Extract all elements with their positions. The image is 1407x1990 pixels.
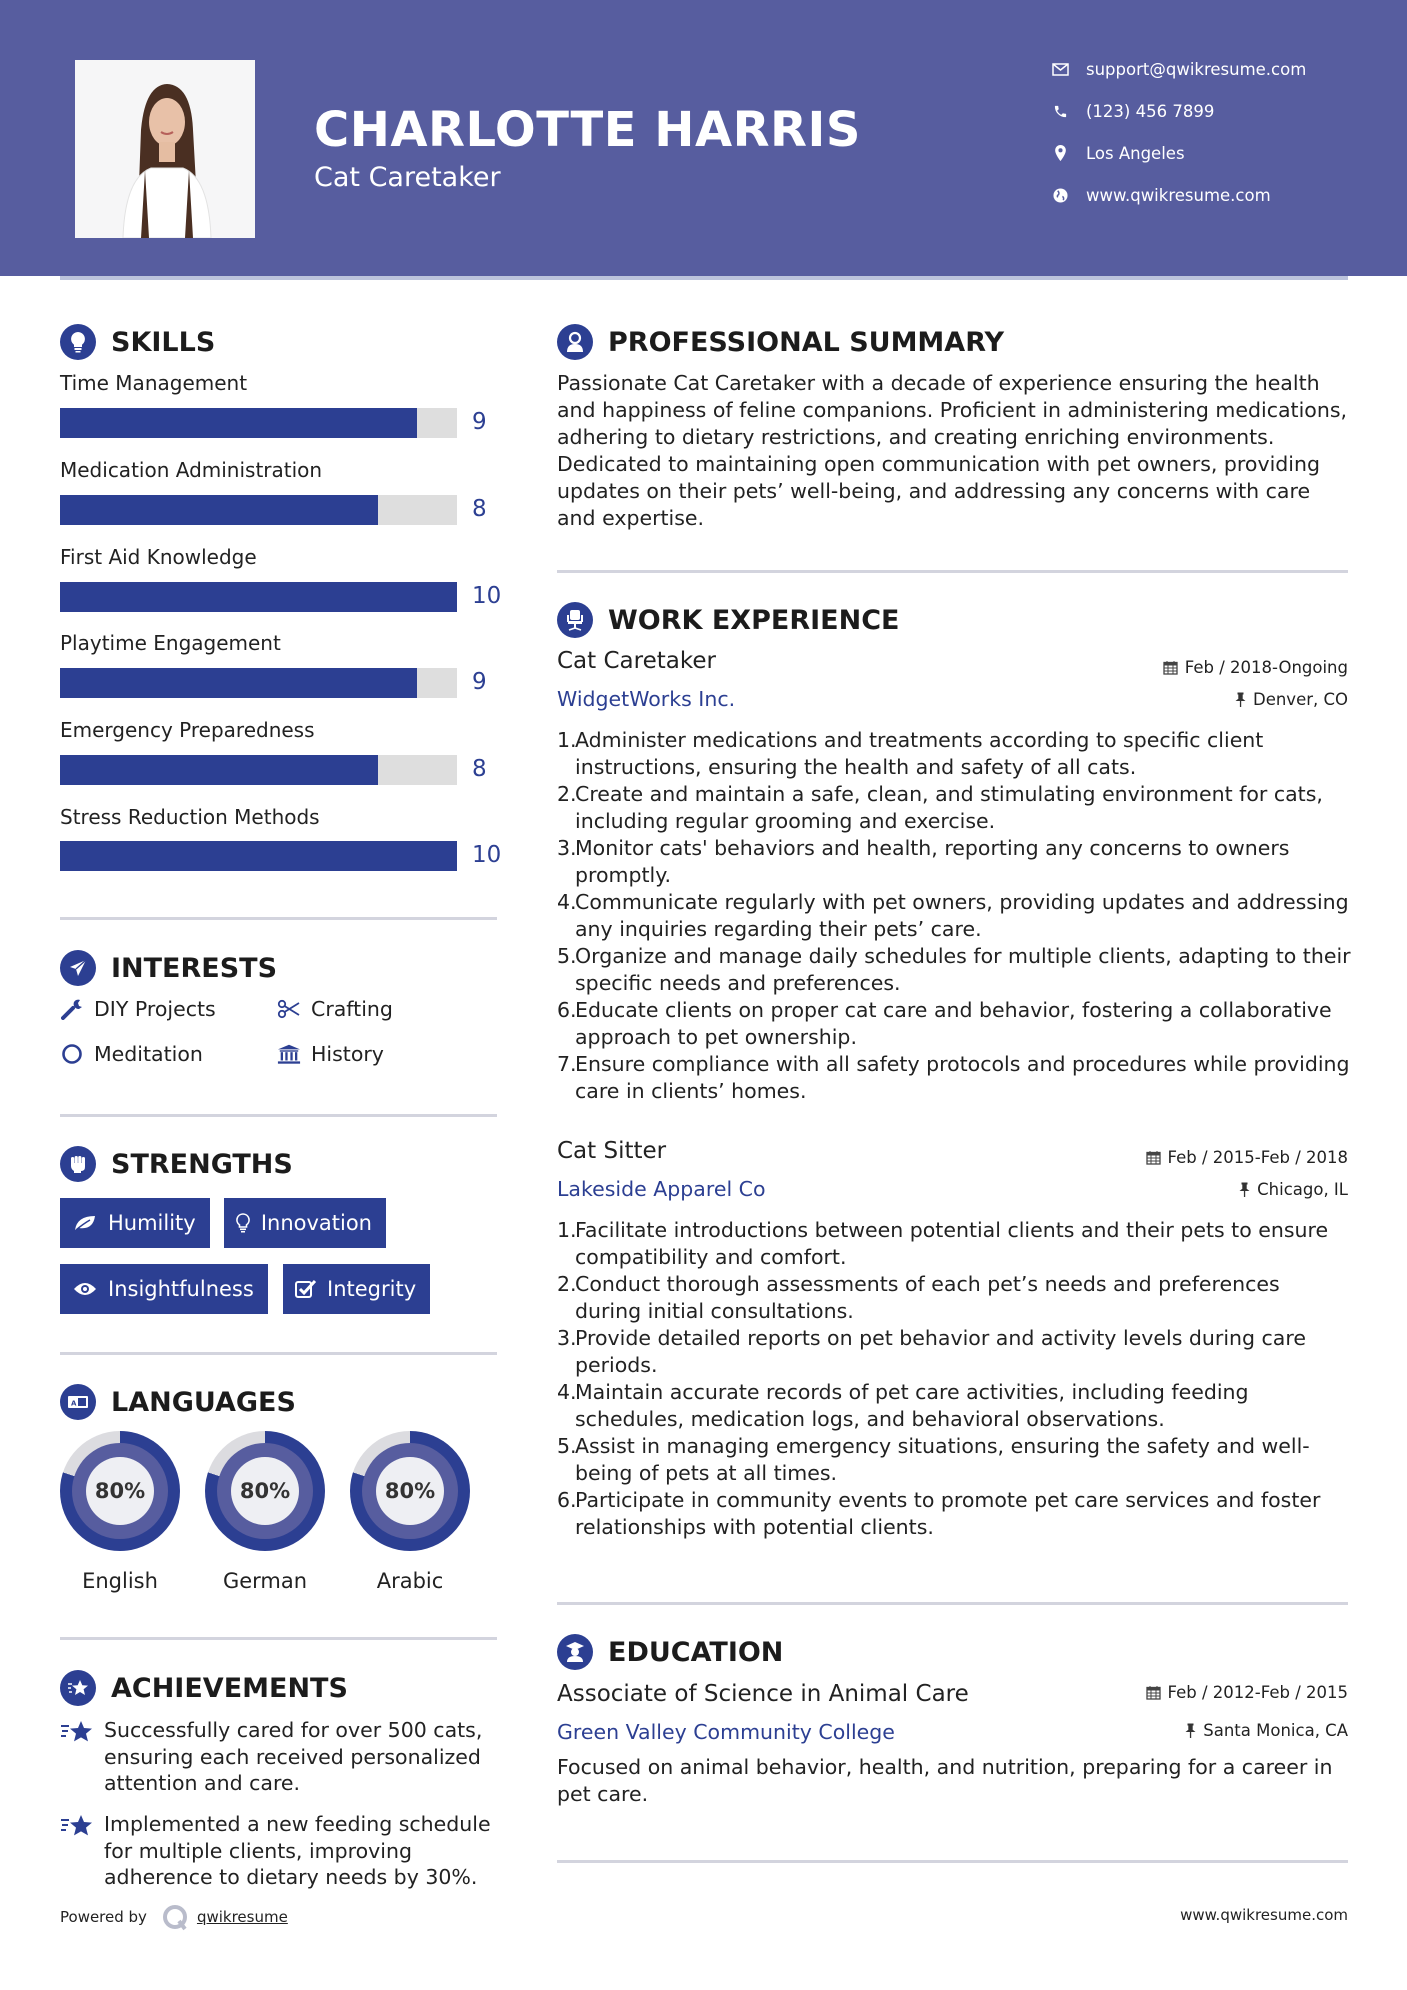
achievements-title: ACHIEVEMENTS — [111, 1672, 348, 1704]
skill-label: Time Management — [60, 371, 248, 395]
language-item — [350, 1431, 470, 1593]
interest-item — [277, 997, 393, 1021]
degree-title: Associate of Science in Animal Care — [557, 1681, 969, 1707]
responsibility-item: 2. Conduct thorough assessments of each pet’s needs and preferences during initial consultations. — [557, 1272, 1280, 1323]
job-dates-text: Feb / 2018-Ongoing — [1184, 658, 1348, 677]
summary-title: PROFESSIONAL SUMMARY — [608, 326, 1005, 358]
skill-bar-fill — [60, 495, 378, 525]
job-dates — [1146, 1148, 1348, 1167]
achievement-text: Successfully cared for over 500 cats, ensuring each received personalized attention and care. — [104, 1718, 483, 1795]
strength-tag — [283, 1264, 430, 1314]
qwikresume-link[interactable]: qwikresume — [196, 1908, 288, 1926]
globe-icon — [1050, 185, 1070, 205]
header-divider — [60, 276, 1348, 280]
language-donut-chart — [350, 1431, 470, 1551]
job-company: WidgetWorks Inc. — [557, 687, 736, 711]
education-description: Focused on animal behavior, health, and nutrition, preparing for a career in pet care. — [557, 1755, 1333, 1806]
lightbulb-icon — [236, 1212, 251, 1234]
languages-title: LANGUAGES — [111, 1386, 296, 1418]
scissors-icon — [277, 997, 301, 1021]
pushpin-icon — [1185, 1723, 1196, 1738]
job-location — [1235, 690, 1348, 709]
school-name: Green Valley Community College — [557, 1720, 895, 1744]
contact-location-text: Los Angeles — [1086, 143, 1185, 163]
achievement-item — [60, 1717, 500, 1797]
map-marker-icon — [1050, 143, 1070, 163]
paper-plane-icon — [60, 950, 96, 986]
interests-title: INTERESTS — [111, 952, 278, 984]
eye-icon — [72, 1278, 98, 1300]
achievements-heading — [60, 1670, 348, 1706]
responsibility-item: 4. Communicate regularly with pet owners, providing updates and addressing any inquiries regarding their pets’ care. — [557, 890, 1349, 941]
skill-bar-fill — [60, 668, 417, 698]
interest-label: Crafting — [311, 997, 393, 1021]
job-dates — [1163, 658, 1348, 677]
job-location-text: Denver, CO — [1252, 690, 1348, 709]
language-icon — [60, 1384, 96, 1420]
responsibility-item: 3. Provide detailed reports on pet behavior and activity levels during care periods. — [557, 1326, 1306, 1377]
section-divider — [60, 1637, 497, 1640]
calendar-icon — [1163, 660, 1178, 675]
powered-by — [60, 1903, 288, 1931]
education-location — [1185, 1721, 1348, 1740]
interest-item — [277, 1042, 384, 1066]
office-chair-icon — [557, 602, 593, 638]
languages-heading — [60, 1384, 296, 1420]
strengths-title: STRENGTHS — [111, 1148, 293, 1180]
responsibility-item: 6. Educate clients on proper cat care and behavior, fostering a collaborative approach to pet ownership. — [557, 998, 1332, 1049]
education-dates-text: Feb / 2012-Feb / 2015 — [1167, 1683, 1348, 1702]
section-divider — [557, 1602, 1348, 1605]
summary-text: Passionate Cat Caretaker with a decade of experience ensuring the health and happiness of feline companions. Proficient in administering medications, adhering to dietary restrictions, and creating enriching environments. Dedicated to maintaining open communication with pet owners, providing updates on their pets’ well-being, and addressing any concerns with care and expertise. — [557, 371, 1348, 530]
job-responsibilities — [557, 1217, 1352, 1541]
skill-bar — [60, 408, 457, 438]
skills-heading — [60, 324, 215, 360]
language-percent: 80% — [231, 1457, 299, 1525]
skill-bar — [60, 582, 457, 612]
responsibility-item: 5. Organize and manage daily schedules for multiple clients, adapting to their specific needs and preferences. — [557, 944, 1351, 995]
strength-tag — [60, 1198, 210, 1248]
education-heading — [557, 1634, 783, 1670]
interest-label: History — [311, 1042, 384, 1066]
responsibility-item: 1. Facilitate introductions between potential clients and their pets to ensure compatibility and comfort. — [557, 1218, 1329, 1269]
job-title: Cat Caretaker — [557, 648, 716, 674]
powered-by-label: Powered by — [60, 1908, 147, 1926]
section-divider — [60, 917, 497, 920]
pushpin-icon — [1239, 1182, 1250, 1197]
skills-title: SKILLS — [111, 326, 216, 358]
job-company: Lakeside Apparel Co — [557, 1177, 766, 1201]
interest-label: Meditation — [94, 1042, 203, 1066]
wrench-icon — [60, 997, 84, 1021]
language-name: German — [222, 1569, 308, 1593]
skill-bar — [60, 755, 457, 785]
language-name: Arabic — [376, 1569, 444, 1593]
envelope-icon — [1050, 59, 1070, 79]
responsibility-item: 1. Administer medications and treatments according to specific client instructions, ensuring the health and safety of all cats. — [557, 728, 1264, 779]
skill-label: Medication Administration — [60, 458, 323, 482]
qwikresume-logo-icon — [161, 1903, 189, 1931]
job-location-text: Chicago, IL — [1257, 1180, 1348, 1199]
skill-value: 8 — [472, 756, 487, 782]
contact-email[interactable] — [1050, 59, 1306, 79]
calendar-icon — [1146, 1685, 1161, 1700]
experience-title: WORK EXPERIENCE — [608, 604, 900, 636]
contact-email-text: support@qwikresume.com — [1086, 59, 1307, 79]
responsibility-item: 6. Participate in community events to promote pet care services and foster relationships with potential clients. — [557, 1488, 1321, 1539]
section-divider — [60, 1352, 497, 1355]
check-square-icon — [295, 1278, 317, 1300]
language-donut-chart — [205, 1431, 325, 1551]
strength-label: Integrity — [327, 1277, 417, 1301]
candidate-name: CHARLOTTE HARRIS — [314, 102, 861, 158]
job-title: Cat Sitter — [557, 1138, 667, 1164]
skill-label: Playtime Engagement — [60, 631, 281, 655]
skill-bar-fill — [60, 582, 457, 612]
section-divider — [557, 570, 1348, 573]
interests-heading — [60, 950, 277, 986]
skill-value: 9 — [472, 669, 487, 695]
section-divider — [60, 1114, 497, 1117]
language-item — [60, 1431, 180, 1593]
skill-bar — [60, 841, 457, 871]
skill-bar-fill — [60, 755, 378, 785]
star-icon — [60, 1717, 94, 1797]
achievement-text: Implemented a new feeding schedule for multiple clients, improving adherence to dietary needs by 30%. — [104, 1812, 491, 1889]
user-icon — [557, 324, 593, 360]
language-percent: 80% — [376, 1457, 444, 1525]
responsibility-item: 4. Maintain accurate records of pet care activities, including feeding schedules, medication logs, and behavioral observations. — [557, 1380, 1249, 1431]
job-location — [1239, 1180, 1348, 1199]
responsibility-item: 3. Monitor cats' behaviors and health, reporting any concerns to owners promptly. — [557, 836, 1290, 887]
contact-website[interactable] — [1050, 185, 1271, 205]
summary-heading — [557, 324, 1004, 360]
skill-value: 8 — [472, 496, 487, 522]
skill-bar-fill — [60, 841, 457, 871]
strengths-heading — [60, 1146, 293, 1182]
skill-value: 10 — [472, 842, 502, 868]
experience-heading — [557, 602, 899, 638]
lightbulb-icon — [60, 324, 96, 360]
contact-website-text: www.qwikresume.com — [1086, 185, 1271, 205]
interest-item — [60, 1042, 203, 1066]
strength-tag — [224, 1198, 386, 1248]
education-location-text: Santa Monica, CA — [1203, 1721, 1348, 1740]
interest-item — [60, 997, 216, 1021]
language-item — [205, 1431, 325, 1593]
leaf-icon — [72, 1212, 98, 1234]
profile-photo — [75, 60, 255, 238]
graduate-icon — [557, 1634, 593, 1670]
language-donut-chart — [60, 1431, 180, 1551]
svg-text:A: A — [71, 1399, 77, 1408]
language-name: English — [82, 1569, 158, 1593]
skill-value: 9 — [472, 409, 487, 435]
responsibility-item: 2. Create and maintain a safe, clean, and stimulating environment for cats, including regular grooming and exercise. — [557, 782, 1323, 833]
responsibility-item: 5. Assist in managing emergency situations, ensuring the safety and well-being of pets at all times. — [557, 1434, 1310, 1485]
job-responsibilities — [557, 727, 1352, 1105]
calendar-icon — [1146, 1150, 1161, 1165]
star-badge-icon — [60, 1670, 96, 1706]
skill-label: Emergency Preparedness — [60, 718, 315, 742]
footer-website[interactable]: www.qwikresume.com — [1180, 1906, 1348, 1924]
contact-phone[interactable] — [1050, 101, 1214, 121]
contact-phone-text: (123) 456 7899 — [1086, 101, 1215, 121]
resume-header — [0, 0, 1407, 276]
skill-label: First Aid Knowledge — [60, 545, 257, 569]
skill-bar — [60, 495, 457, 525]
candidate-title: Cat Caretaker — [314, 162, 501, 193]
section-divider — [557, 1860, 1348, 1863]
star-icon — [60, 1811, 94, 1891]
pushpin-icon — [1235, 692, 1246, 707]
skill-label: Stress Reduction Methods — [60, 805, 320, 829]
achievement-item — [60, 1811, 500, 1891]
language-percent: 80% — [86, 1457, 154, 1525]
skill-value: 10 — [472, 583, 502, 609]
interest-label: DIY Projects — [94, 997, 216, 1021]
contact-location — [1050, 143, 1185, 163]
circle-icon — [60, 1042, 84, 1066]
education-title: EDUCATION — [608, 1636, 784, 1668]
education-dates — [1146, 1683, 1348, 1702]
phone-icon — [1050, 101, 1070, 121]
strength-label: Insightfulness — [108, 1277, 254, 1301]
strength-tag — [60, 1264, 268, 1314]
job-dates-text: Feb / 2015-Feb / 2018 — [1167, 1148, 1348, 1167]
responsibility-item: 7. Ensure compliance with all safety protocols and procedures while providing care in clients’ homes. — [557, 1052, 1350, 1103]
skill-bar — [60, 668, 457, 698]
skill-bar-fill — [60, 408, 417, 438]
fist-icon — [60, 1146, 96, 1182]
strength-label: Innovation — [260, 1211, 372, 1235]
bank-icon — [277, 1042, 301, 1066]
strength-label: Humility — [108, 1211, 196, 1235]
